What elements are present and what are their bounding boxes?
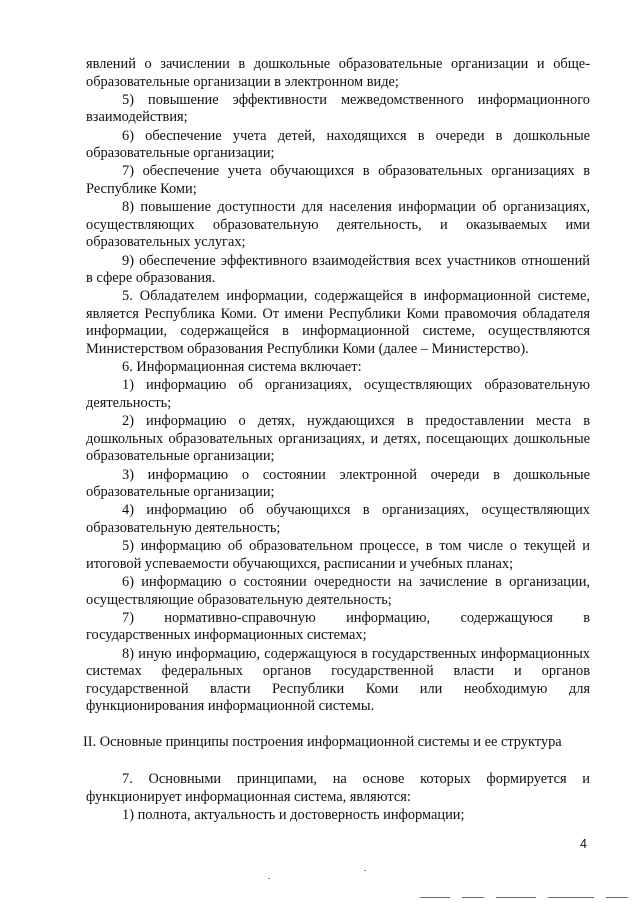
list-item-8: 8) повышение доступности для населения информации об организациях, осуществляющих образовательную деятельность, и оказываемых ими образовательных услугах; [86,199,590,251]
clause-6-item-7: 7) нормативно-справочную информацию, содержащуюся в государственных информационных системах; [86,609,590,644]
clause-7-item-1: 1) полнота, актуальность и достоверность информации; [122,807,465,824]
scan-mark [496,897,536,898]
scan-mark [462,897,484,898]
clause-6-item-8: 8) иную информацию, содержащуюся в государственных информационных системах федеральных органов государственной власти и органов государственной власти Республики Коми или необходимую для функционирования информационной системы. [86,645,590,715]
clause-6-item-5: 5) информацию об образовательном процессе, в том числе о текущей и итоговой успеваемости обучающихся, расписании и учебных планах; [86,538,590,572]
clause-6: 6. Информационная система включает: [122,359,362,376]
clause-6-item-4: 4) информацию об обучающихся в организациях, осуществляющих образовательную деятельность; [86,502,590,536]
paragraph-continuation: явлений о зачислении в дошкольные образовательные организации и обще-образовательные организации в электронном виде; [86,56,590,90]
list-item-9: 9) обеспечение эффективного взаимодействия всех участников отношений в сфере образования. [86,252,590,287]
clause-6-item-1: 1) информацию об организациях, осуществляющих образовательную деятельность; [86,377,590,412]
scan-mark [548,897,594,898]
scan-mark [606,897,628,898]
document-body [83,56,590,825]
scan-artifact-bottom [0,893,640,905]
clause-5: 5. Обладателем информации, содержащейся в информационной системе, является Республика Коми. От имени Республики Коми правомочия обладателя информации, содержащейся в информационной системе, осуществляются Министерством образования Республики Коми (далее – Министерство). [86,288,590,358]
page-number: 4 [580,837,587,851]
clause-6-item-2: 2) информацию о детях, нуждающихся в предоставлении места в дошкольных образовательных организациях, и детях, посещающих дошкольные образовательные организации; [86,413,590,465]
list-item-7: 7) обеспечение учета обучающихся в образовательных организациях в Республике Коми; [86,163,590,197]
clause-6-item-3: 3) информацию о состоянии электронной очереди в дошкольные образовательные организации; [86,466,590,501]
list-item-5: 5) повышение эффективности межведомственного информационного взаимодействия; [86,91,590,126]
scan-mark [420,897,450,898]
list-item-6: 6) обеспечение учета детей, находящихся в очереди в дошкольные образовательные организации; [86,127,590,162]
scan-speck [364,870,366,871]
clause-6-item-6: 6) информацию о состоянии очередности на зачисление в организации, осуществляющие образовательную деятельность; [86,573,590,608]
clause-7: 7. Основными принципами, на основе которых формируется и функционирует информационная система, являются: [86,771,590,806]
section-heading: II. Основные принципы построения информационной системы и ее структура [83,733,562,750]
scan-speck [268,878,270,879]
